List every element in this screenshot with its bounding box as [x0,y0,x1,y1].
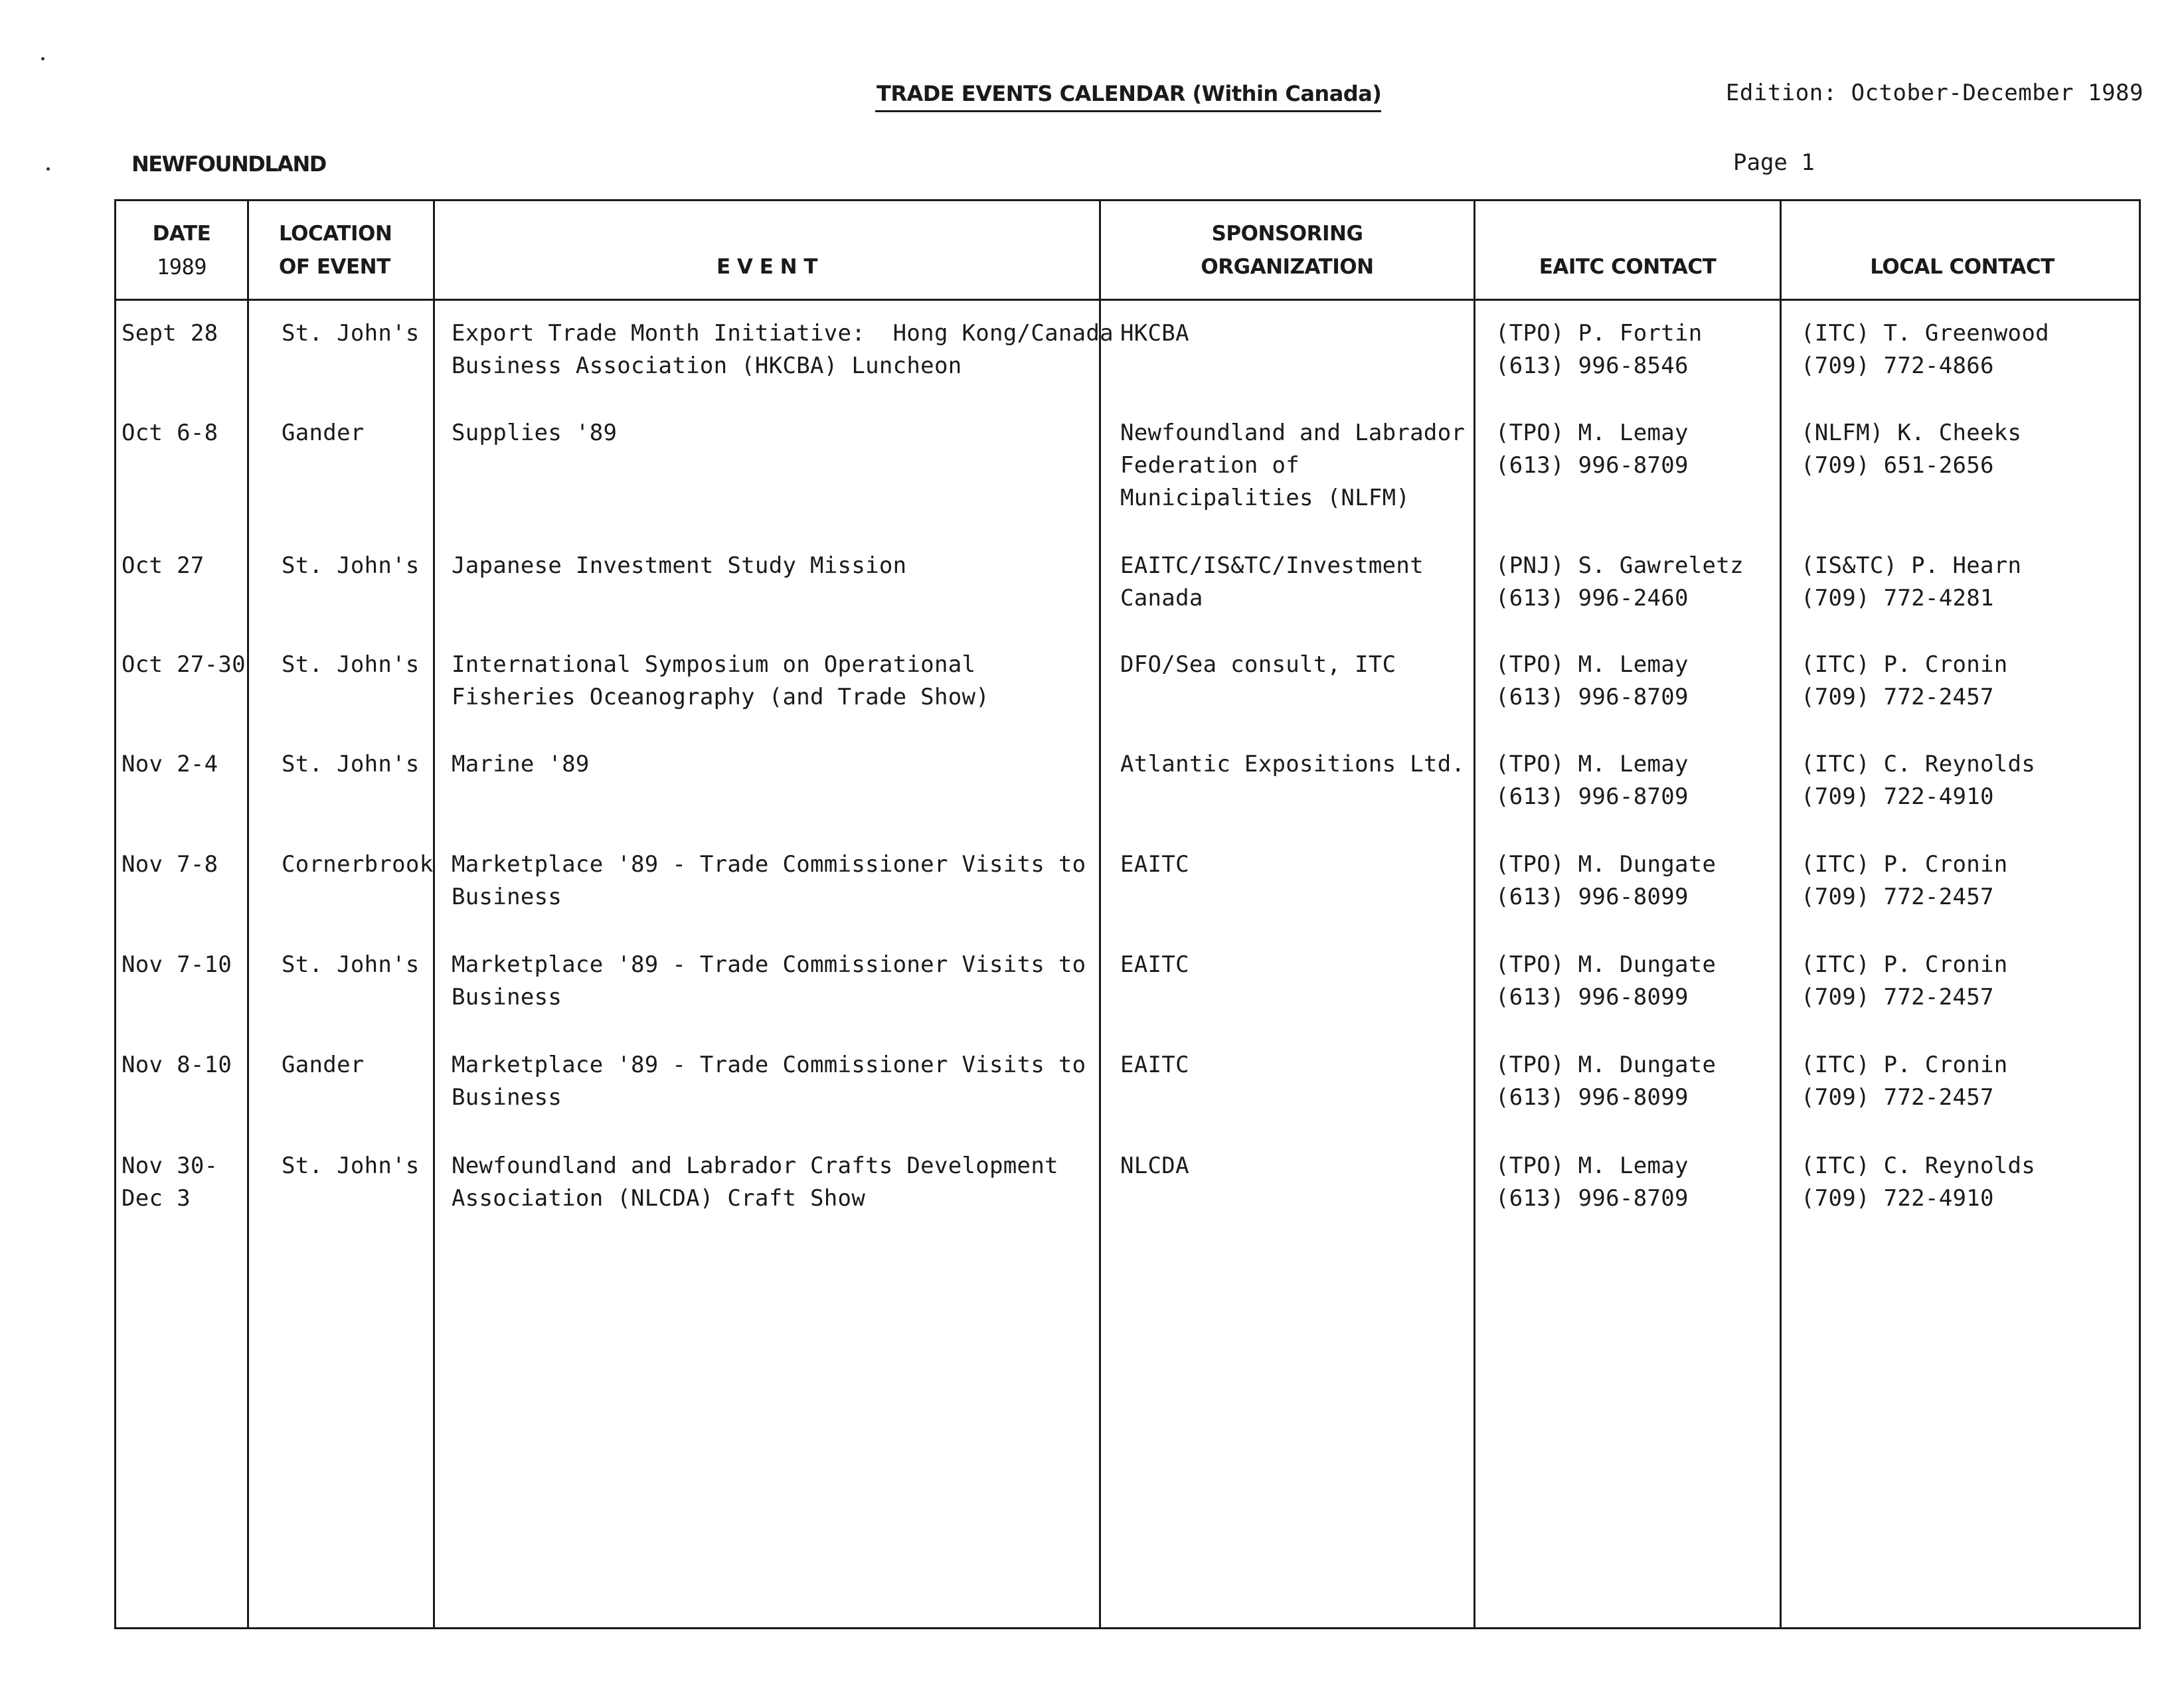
province-heading: NEWFOUNDLAND [131,151,326,177]
cell-local-contact [1801,417,2021,482]
cell-sponsor [1120,317,1189,350]
cell-location [282,649,420,681]
cell-location [282,317,420,350]
table-row [116,1150,2139,1243]
cell-local-contact-line: (709) 772-2457 [1801,984,1994,1010]
cell-date-line: Nov 30- [122,1153,218,1179]
cell-event [452,1150,1058,1215]
cell-sponsor [1120,550,1424,615]
table-row [116,1049,2139,1142]
cell-sponsor-line: DFO/Sea consult, ITC [1120,651,1396,678]
cell-local-contact [1801,848,2008,914]
cell-sponsor-line: Atlantic Expositions Ltd. [1120,751,1466,777]
cell-location [282,1150,420,1182]
table-row [116,649,2139,742]
cell-event [452,550,906,582]
cell-eaitc-contact-line: (TPO) M. Lemay [1495,651,1689,678]
cell-date [122,550,205,582]
cell-date-line: Nov 8-10 [122,1052,232,1078]
header-location-line2: OF EVENT [279,255,390,279]
cell-sponsor-line: Canada [1120,585,1203,611]
cell-date-line: Nov 7-10 [122,951,232,978]
cell-local-contact [1801,949,2008,1014]
scan-speck [46,167,50,171]
cell-local-contact-line: (ITC) T. Greenwood [1801,320,2049,347]
cell-sponsor-line: Newfoundland and Labrador [1120,420,1466,446]
cell-location [282,748,420,781]
cell-local-contact-line: (ITC) P. Cronin [1801,951,2008,978]
cell-event-line: Export Trade Month Initiative: Hong Kong/Canada [452,320,1114,347]
cell-local-contact-line: (709) 772-2457 [1801,884,1994,910]
cell-local-contact-line: (709) 651-2656 [1801,452,1994,479]
cell-event [452,949,1086,1014]
cell-event-line: Business [452,984,562,1010]
cell-eaitc-contact-line: (613) 996-8709 [1495,684,1689,710]
cell-sponsor [1120,1049,1189,1082]
scan-speck [41,57,44,60]
cell-event [452,748,590,781]
cell-location [282,550,420,582]
cell-eaitc-contact-line: (613) 996-8546 [1495,353,1689,379]
cell-local-contact-line: (ITC) P. Cronin [1801,651,2008,678]
cell-event [452,417,617,449]
cell-sponsor [1120,649,1396,681]
cell-eaitc-contact-line: (TPO) P. Fortin [1495,320,1703,347]
cell-sponsor-line: Federation of [1120,452,1300,479]
cell-date-line: Oct 27 [122,552,205,579]
cell-eaitc-contact [1495,748,1689,813]
header-sponsor [1101,201,1473,299]
cell-local-contact-line: (ITC) P. Cronin [1801,851,2008,878]
table-row [116,550,2139,643]
cell-sponsor-line: EAITC [1120,951,1189,978]
cell-event [452,1049,1086,1114]
header-eaitc-contact [1475,201,1780,299]
cell-sponsor-line: EAITC [1120,851,1189,878]
cell-location-line: St. John's [282,552,420,579]
cell-date-line: Oct 6-8 [122,420,218,446]
cell-local-contact [1801,649,2008,714]
cell-eaitc-contact-line: (613) 996-8099 [1495,1084,1689,1111]
cell-eaitc-contact-line: (TPO) M. Lemay [1495,420,1689,446]
cell-local-contact [1801,1049,2008,1114]
cell-event [452,848,1086,914]
cell-sponsor [1120,748,1465,781]
table-row [116,417,2139,510]
cell-event-line: Business Association (HKCBA) Luncheon [452,353,962,379]
cell-event-line: Supplies '89 [452,420,618,446]
cell-eaitc-contact-line: (613) 996-8709 [1495,783,1689,810]
cell-local-contact-line: (709) 722-4910 [1801,783,1994,810]
cell-location [282,1049,365,1082]
cell-location-line: St. John's [282,651,420,678]
cell-event-line: Business [452,884,562,910]
page-number: Page 1 [1733,149,1815,176]
cell-eaitc-contact [1495,649,1689,714]
cell-eaitc-contact-line: (613) 996-8709 [1495,452,1689,479]
header-date-year: 1989 [156,254,207,280]
header-sponsor-line2: ORGANIZATION [1201,255,1374,279]
cell-location-line: Gander [282,1052,365,1078]
cell-date-line: Nov 2-4 [122,751,218,777]
cell-local-contact-line: (NLFM) K. Cheeks [1801,420,2022,446]
cell-location [282,417,365,449]
cell-date [122,649,246,681]
cell-event-line: Marketplace '89 - Trade Commissioner Visits to [452,851,1086,878]
header-date-label: DATE [152,222,211,246]
cell-location [282,848,433,881]
cell-local-contact-line: (709) 772-4866 [1801,353,1994,379]
header-divider [116,299,2139,301]
header-eaitc-label: EAITC CONTACT [1539,255,1717,279]
header-local-label: LOCAL CONTACT [1870,255,2055,279]
cell-date [122,949,232,981]
header-location [279,201,432,299]
cell-local-contact [1801,550,2021,615]
cell-eaitc-contact-line: (613) 996-8709 [1495,1185,1689,1212]
cell-eaitc-contact-line: (613) 996-8099 [1495,884,1689,910]
cell-local-contact-line: (ITC) C. Reynolds [1801,751,2036,777]
cell-sponsor [1120,1150,1189,1182]
cell-location-line: St. John's [282,951,420,978]
cell-event-line: Marine '89 [452,751,590,777]
table-row [116,748,2139,841]
edition-label: Edition: October-December 1989 [1725,80,2143,106]
cell-sponsor-line: HKCBA [1120,320,1189,347]
cell-date-line: Sept 28 [122,320,218,347]
cell-eaitc-contact [1495,949,1716,1014]
header-local-contact [1782,201,2143,299]
table-row [116,848,2139,941]
cell-local-contact-line: (ITC) P. Cronin [1801,1052,2008,1078]
events-table [114,199,2141,1629]
cell-eaitc-contact [1495,317,1703,382]
cell-location-line: Gander [282,420,365,446]
cell-sponsor [1120,848,1189,881]
cell-event-line: Japanese Investment Study Mission [452,552,907,579]
cell-local-contact-line: (709) 772-4281 [1801,585,1994,611]
cell-eaitc-contact [1495,848,1716,914]
cell-sponsor [1120,949,1189,981]
table-row [116,949,2139,1042]
cell-eaitc-contact-line: (TPO) M. Lemay [1495,1153,1689,1179]
cell-sponsor [1120,417,1465,515]
cell-eaitc-contact-line: (TPO) M. Lemay [1495,751,1689,777]
header-date [116,201,247,299]
header-location-line1: LOCATION [279,222,392,246]
cell-sponsor-line: EAITC [1120,1052,1189,1078]
header-event [435,201,1099,299]
cell-event-line: Marketplace '89 - Trade Commissioner Visits to [452,951,1086,978]
cell-event-line: Newfoundland and Labrador Crafts Development [452,1153,1058,1179]
cell-date [122,317,218,350]
title-underline [875,110,1381,112]
cell-local-contact-line: (ITC) C. Reynolds [1801,1153,2036,1179]
cell-location-line: St. John's [282,751,420,777]
cell-location-line: St. John's [282,320,420,347]
cell-date [122,417,218,449]
cell-sponsor-line: EAITC/IS&TC/Investment [1120,552,1424,579]
cell-sponsor-line: Municipalities (NLFM) [1120,485,1410,511]
cell-local-contact-line: (709) 722-4910 [1801,1185,1994,1212]
cell-event-line: Association (NLCDA) Craft Show [452,1185,866,1212]
cell-location-line: St. John's [282,1153,420,1179]
cell-event [452,649,989,714]
cell-local-contact-line: (IS&TC) P. Hearn [1801,552,2022,579]
cell-eaitc-contact-line: (613) 996-2460 [1495,585,1689,611]
header-sponsor-line1: SPONSORING [1211,222,1363,246]
cell-event-line: Business [452,1084,562,1111]
cell-local-contact [1801,1150,2035,1215]
document-title: TRADE EVENTS CALENDAR (Within Canada) [877,81,1382,106]
cell-eaitc-contact-line: (TPO) M. Dungate [1495,1052,1717,1078]
cell-eaitc-contact-line: (TPO) M. Dungate [1495,951,1717,978]
cell-eaitc-contact-line: (TPO) M. Dungate [1495,851,1717,878]
table-row [116,317,2139,410]
cell-date-line: Nov 7-8 [122,851,218,878]
cell-eaitc-contact-line: (PNJ) S. Gawreletz [1495,552,1744,579]
cell-event [452,317,1114,382]
cell-eaitc-contact [1495,550,1744,615]
cell-location [282,949,420,981]
cell-eaitc-contact [1495,1150,1689,1215]
cell-eaitc-contact [1495,1049,1716,1114]
cell-event-line: International Symposium on Operational [452,651,976,678]
cell-local-contact [1801,317,2049,382]
cell-location-line: Cornerbrook [282,851,434,878]
cell-event-line: Marketplace '89 - Trade Commissioner Visits to [452,1052,1086,1078]
cell-eaitc-contact-line: (613) 996-8099 [1495,984,1689,1010]
cell-local-contact [1801,748,2035,813]
cell-date [122,848,218,881]
cell-local-contact-line: (709) 772-2457 [1801,684,1994,710]
cell-date-line: Oct 27-30 [122,651,246,678]
cell-date-line: Dec 3 [122,1185,191,1212]
header-event-label: E V E N T [716,255,818,279]
cell-local-contact-line: (709) 772-2457 [1801,1084,1994,1111]
cell-date [122,748,218,781]
cell-date [122,1049,232,1082]
cell-date [122,1150,218,1215]
cell-eaitc-contact [1495,417,1689,482]
cell-sponsor-line: NLCDA [1120,1153,1189,1179]
cell-event-line: Fisheries Oceanography (and Trade Show) [452,684,990,710]
